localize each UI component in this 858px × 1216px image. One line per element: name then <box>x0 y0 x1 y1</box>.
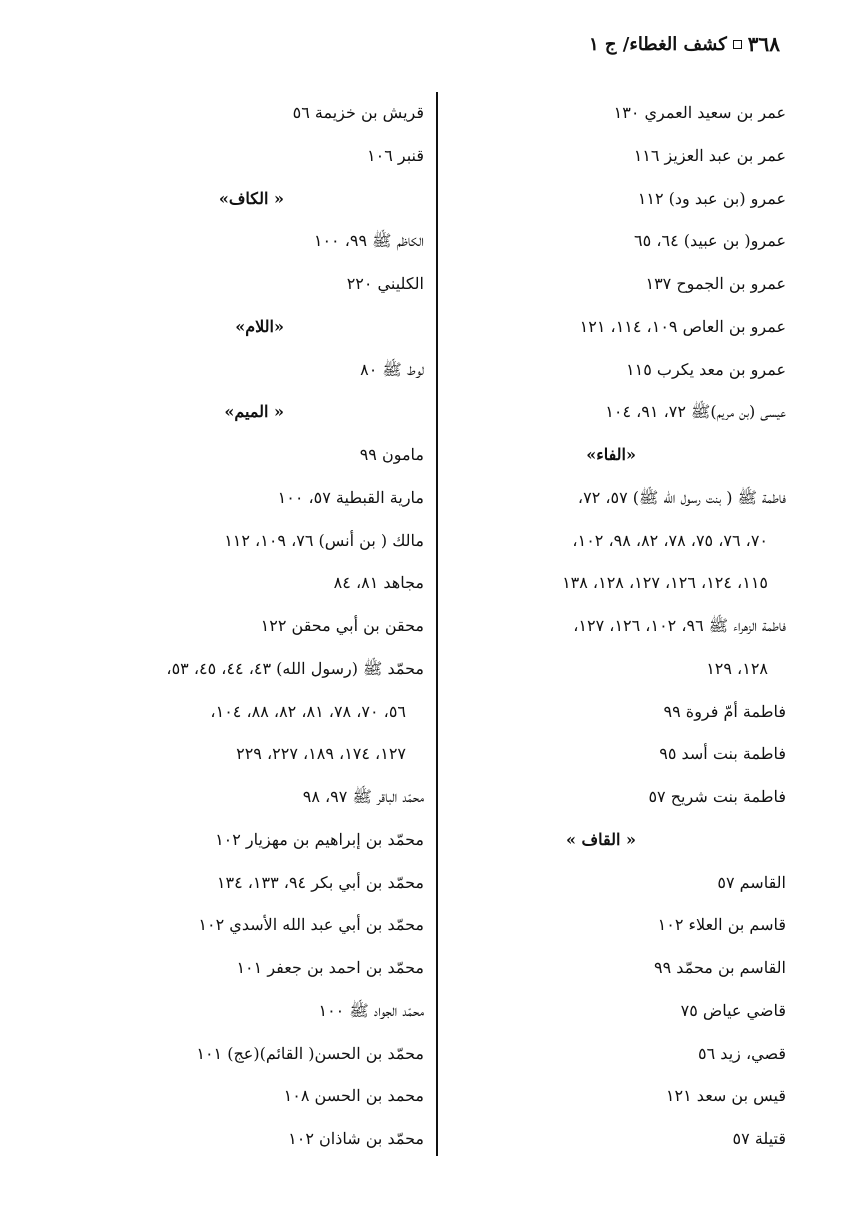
index-entry: القاسم ٥٧ <box>717 872 786 892</box>
index-entry: قيس بن سعد ١٢١ <box>665 1086 786 1106</box>
index-entry: مارية القبطية ٥٧، ١٠٠ <box>277 487 424 507</box>
book-title: كشف الغطاء/ ج ١ <box>588 33 727 55</box>
index-entry: محمّد بن احمد بن جعفر ١٠١ <box>236 958 424 977</box>
index-entry: محمّد الباقر ﷺ ٩٧، ٩٨ <box>302 787 424 806</box>
index-entry-continuation: ٥٦، ٧٠، ٧٨، ٨١، ٨٢، ٨٨، ١٠٤، <box>210 701 406 721</box>
index-entry: فاطمة الزهراء ﷺ ٩٦، ١٠٢، ١٢٦، ١٢٧، <box>573 616 786 635</box>
index-entry: محقن بن أبي محقن ١٢٢ <box>260 616 424 635</box>
square-separator-icon <box>733 40 742 49</box>
index-entry: عمر بن سعيد العمري ١٣٠ <box>613 103 786 122</box>
index-entry: فاطمة أمّ فروة ٩٩ <box>663 701 786 721</box>
right-column <box>444 92 786 1161</box>
index-entry-continuation: ١٢٨، ١٢٩ <box>706 658 768 678</box>
index-entry: قنبر ١٠٦ <box>367 145 424 165</box>
index-entry: عمرو بن معد يكرب ١١٥ <box>626 359 786 379</box>
index-entry: الكاظم ﷺ ٩٩، ١٠٠ <box>313 231 424 251</box>
index-entry-continuation: ٧٠، ٧٦، ٧٥، ٧٨، ٨٢، ٩٨، ١٠٢، <box>572 530 768 550</box>
index-entry: عمرو (بن عبد ود) ١١٢ <box>637 188 786 208</box>
index-entry: محمد بن الحسن ١٠٨ <box>283 1086 424 1106</box>
index-entry: محمّد بن أبي عبد الله الأسدي ١٠٢ <box>198 915 424 935</box>
index-entry: مامون ٩٩ <box>359 445 424 464</box>
index-entry: عمرو( بن عبيد) ٦٤، ٦٥ <box>634 231 786 251</box>
index-entry: محمّد بن إبراهيم بن مهزيار ١٠٢ <box>215 829 424 849</box>
page-number: ٣٦٨ <box>747 32 780 56</box>
section-heading: «الفاء» <box>586 445 636 464</box>
index-entry: فاطمة بنت أسد ٩٥ <box>659 744 786 764</box>
index-entry: لوط ﷺ ٨٠ <box>360 359 424 379</box>
index-entry: عمر بن عبد العزيز ١١٦ <box>633 145 786 165</box>
section-heading: « الكاف» <box>218 188 284 208</box>
index-entry: فاطمة ﷺ ( بنت رسول الله ﷺ) ٥٧، ٧٢، <box>577 487 786 507</box>
index-entry: قريش بن خزيمة ٥٦ <box>292 103 424 122</box>
index-entry-continuation: ١٢٧، ١٧٤، ١٨٩، ٢٢٧، ٢٢٩ <box>236 744 406 764</box>
section-heading: « القاف » <box>565 829 636 849</box>
index-entry: عيسى (بن مريم)ﷺ ٧٢، ٩١، ١٠٤ <box>605 402 786 422</box>
left-column <box>64 92 424 1161</box>
index-entry: عمرو بن العاص ١٠٩، ١١٤، ١٢١ <box>579 316 786 336</box>
index-entry: قصي، زيد ٥٦ <box>698 1043 786 1063</box>
index-entry: الكليني ٢٢٠ <box>346 274 424 293</box>
index-entry: فاطمة بنت شريح ٥٧ <box>648 787 786 806</box>
page-header <box>589 32 780 56</box>
column-divider <box>436 92 438 1156</box>
section-heading: «اللام» <box>235 316 284 336</box>
index-entry: محمّد بن شاذان ١٠٢ <box>288 1129 424 1148</box>
index-entry: عمرو بن الجموح ١٣٧ <box>645 274 786 293</box>
index-entry: محمّد بن الحسن( القائم)(عج) ١٠١ <box>196 1043 424 1063</box>
index-entry-continuation: ١١٥، ١٢٤، ١٢٦، ١٢٧، ١٢٨، ١٣٨ <box>562 573 768 593</box>
index-entry: مالك ( بن أنس) ٧٦، ١٠٩، ١١٢ <box>224 530 424 550</box>
index-entry: قاضي عياض ٧٥ <box>680 1000 786 1020</box>
index-entry: مجاهد ٨١، ٨٤ <box>333 573 424 593</box>
index-entry: محمّد ﷺ (رسول الله) ٤٣، ٤٤، ٤٥، ٥٣، <box>166 658 424 678</box>
index-entry: محمّد الجواد ﷺ ١٠٠ <box>318 1000 424 1020</box>
index-entry: القاسم بن محمّد ٩٩ <box>654 958 786 977</box>
index-entry: قاسم بن العلاء ١٠٢ <box>657 915 786 935</box>
section-heading: « الميم» <box>224 402 284 422</box>
index-entry: محمّد بن أبي بكر ٩٤، ١٣٣، ١٣٤ <box>216 872 424 892</box>
index-entry: قتيلة ٥٧ <box>732 1129 786 1148</box>
